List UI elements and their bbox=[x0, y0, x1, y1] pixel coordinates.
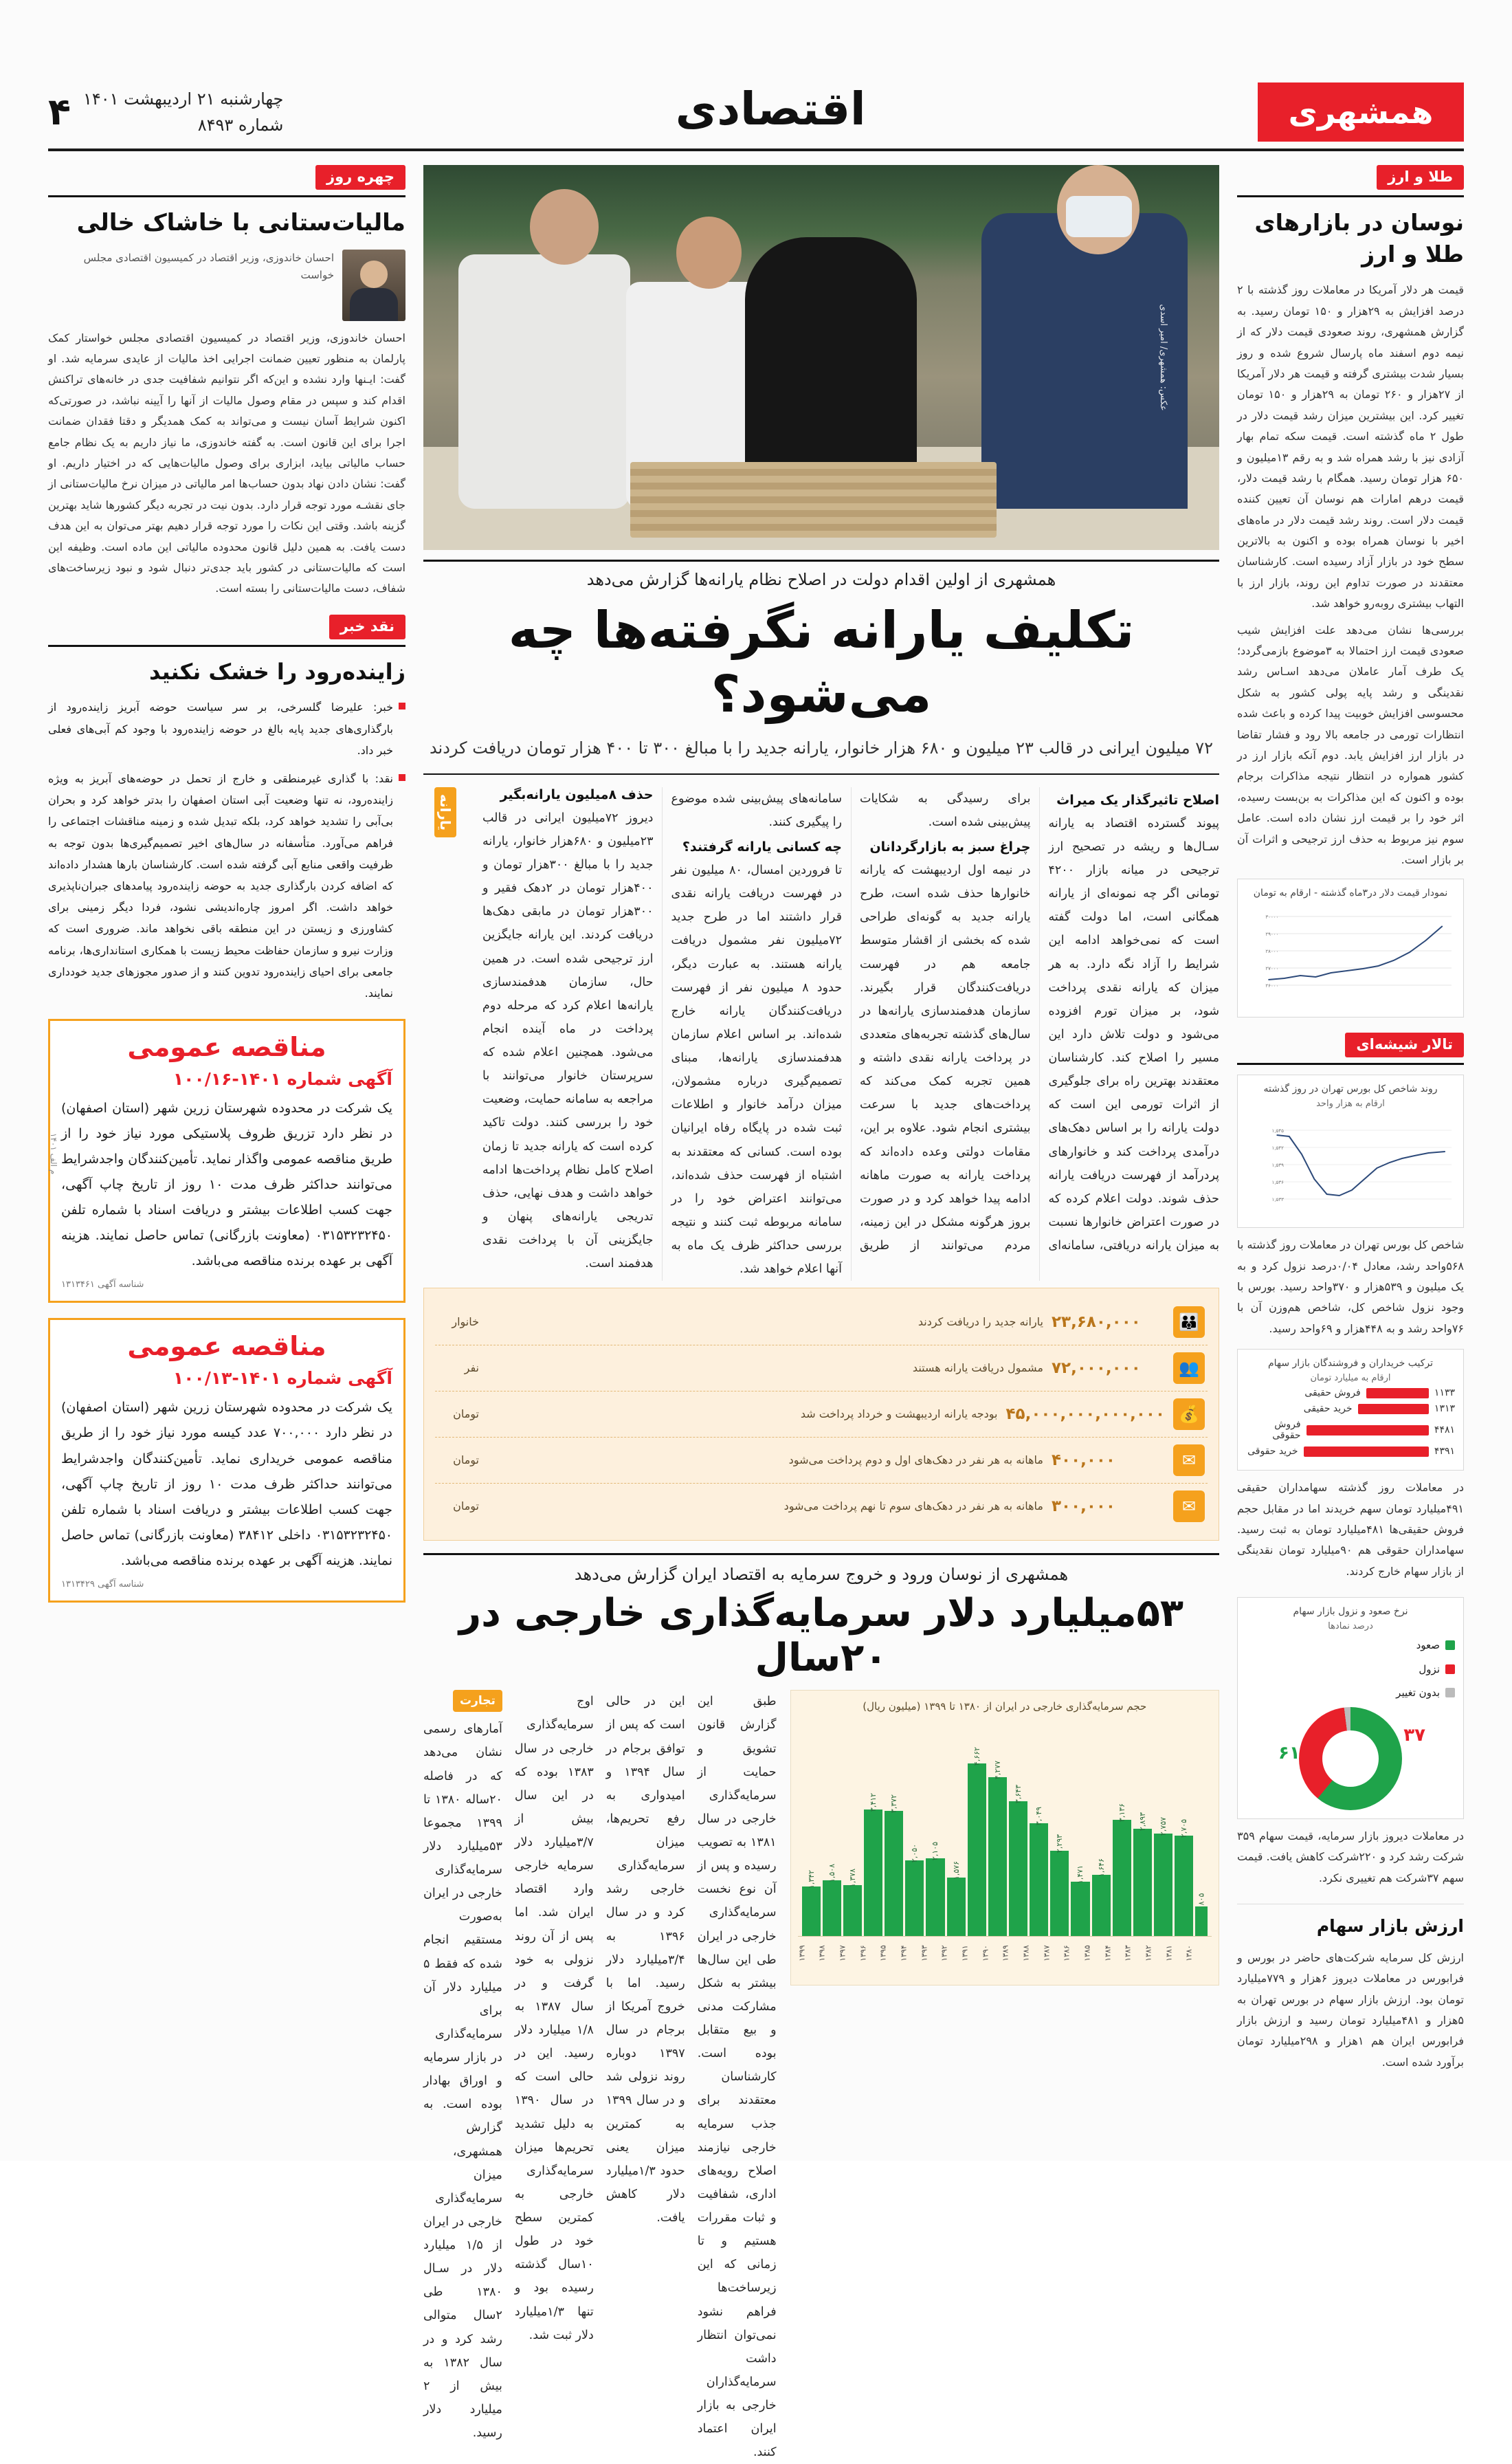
fdi-chart-title: حجم سرمایه‌گذاری خارجی در ایران از ۱۳۸۰ تا ۱۳۹۹ (میلیون ریال) bbox=[863, 1700, 1147, 1713]
fdi-bar-value: ۱,۴۷۱ bbox=[1076, 1864, 1085, 1884]
fdi-x-label: ۱۳۹۷ bbox=[838, 1945, 847, 1962]
bourse-chart-caption: روند شاخص کل بورس تهران در روز گذشته bbox=[1263, 1084, 1438, 1095]
second-col-text: اوج سرمایه‌گذاری خارجی در سال ۱۳۸۳ بوده که در این سال بیش از ۳/۷میلیارد دلار سرمایه خارجی وارد اقتصاد ایران شد. اما پس از آن روند نزولی به خود گرفت و در سال ۱۳۸۷ به ۱/۸ میلیارد دلار رسید. این در حالی است که در سال ۱۳۹۰ به دلیل تشدید تحریم‌ها میزان سرمایه‌گذاری خارجی به کمترین سطح خود در طول ۱۰سال گذشته رسیده بود و تنها ۱/۳میلیارد دلار ثبت شد. bbox=[514, 1695, 594, 2342]
fdi-x-label: ۱۳۹۲ bbox=[940, 1945, 949, 1962]
article-side-kicker-wrap bbox=[423, 787, 467, 840]
tender-ref: شناسه آگهی ۱۳۱۳۴۲۹ bbox=[61, 1578, 144, 1590]
donut-up-value: ۶۱ bbox=[1278, 1742, 1300, 1763]
market-value-text: ارزش کل سرمایه شرکت‌های حاضر در بورس و فرابورس در معاملات دیروز ۶هزار و ۷۷۹میلیارد تومان بود. ارزش بازار سهام در بورس تهران به ۵هزار و ۴۸۱میلیارد تومان رسید و ارزش بازار فرابورس ایران هم ۱هزار و ۲۹۸میلیارد تومان برآورد شده است. bbox=[1237, 1950, 1465, 2069]
fdi-bar-value: ۲,۲۹۳ bbox=[1055, 1834, 1065, 1854]
fdi-bar-value: ۳,۴۱۲ bbox=[869, 1792, 878, 1812]
svg-text:۲۹۰۰۰: ۲۹۰۰۰ bbox=[1265, 931, 1279, 938]
kicker-news-critique: نقد خبر bbox=[329, 615, 405, 639]
bourse-summary: شاخص کل بورس تهران در معاملات روز گذشته با ۵۶۸واحد رشد، معادل ۰/۰۴درصد نزول کرد و به یک میلیون و ۵۳۹هزار و ۳۷۰واحد رسید. بورس با وجود نزول شاخص کل، شاخص هم‌وزن آن با ۷۶واحد رشد و به ۴۴۸هزار و ۶۹واحد رسید. bbox=[1237, 1238, 1465, 1335]
fdi-bar-value: ۲,۷۵۷ bbox=[1159, 1817, 1168, 1836]
page-number: ۴ bbox=[48, 89, 71, 133]
fdi-bar-chart bbox=[790, 1690, 1219, 1986]
svg-text:۲۷۰۰۰: ۲۷۰۰۰ bbox=[1265, 965, 1279, 972]
second-col-text: این در حالی است که پس از توافق برجام در سال ۱۳۹۴ و امیدواری به رفع تحریم‌ها، میزان سرمایه‌گذاری خارجی رشد کرد و در سال ۱۳۹۶ به ۳/۴میلیارد دلار رسید. اما با خروج آمریکا از برجام در سال ۱۳۹۷ دوباره روند نزولی شد و در سال ۱۳۹۹ به کمترین میزان یعنی حدود ۱/۳میلیارد دلار کاهش یافت. bbox=[605, 1695, 685, 2225]
mix-bar-value: ۴۴۸۱ bbox=[1434, 1424, 1455, 1436]
donut-down-value: ۳۷ bbox=[1403, 1724, 1425, 1746]
fdi-bar bbox=[1071, 1717, 1089, 1936]
mix-bar-row bbox=[1246, 1387, 1455, 1398]
fdi-bar-value: ۱,۵۰۸ bbox=[827, 1863, 836, 1882]
news-critique-items bbox=[48, 696, 405, 1004]
updown-legend bbox=[1246, 1636, 1455, 1703]
market-mix-chart bbox=[1237, 1349, 1464, 1471]
fdi-bar bbox=[885, 1717, 903, 1936]
second-article-overline: همشهری از نوسان ورود و خروج سرمایه به اقتصاد ایران گزارش می‌دهد bbox=[574, 1565, 1069, 1585]
market-mix-text: در معاملات روز گذشته سهامداران حقیقی ۴۹۱میلیارد تومان سهم خریدند اما در مقابل حجم فروش حقیقی‌ها ۴۸۱میلیارد تومان به ثبت رسید. سهامداران حقوقی هم ۹۰میلیارد تومان نقدینگی از بازار سهام خارج کردند. bbox=[1237, 1481, 1465, 1578]
svg-text:۲۶۰۰۰: ۲۶۰۰۰ bbox=[1265, 982, 1279, 989]
stat-unit: نفر bbox=[464, 1361, 479, 1375]
bourse-chart-subcaption: ارقام به هزار واحد bbox=[1316, 1099, 1385, 1110]
fdi-bar-value: ۳,۳۷۲ bbox=[889, 1794, 899, 1814]
fdi-x-label: ۱۳۸۶ bbox=[1062, 1945, 1071, 1962]
fdi-bar bbox=[926, 1717, 944, 1936]
newspaper-logo: همشهری bbox=[1258, 82, 1464, 142]
fdi-bar bbox=[988, 1717, 1007, 1936]
fdi-x-label: ۱۳۹۸ bbox=[817, 1945, 827, 1962]
widget-gold-body: قیمت هر دلار آمریکا در معاملات روز گذشته با ۲ درصد افزایش به ۲۹هزار و ۱۵۰ تومان رسید. به گزارش همشهری، روند صعودی قیمت دلار که از نیمه دوم اسفند ماه پارسال شروع شده و روز بسیار شدت بیشتری گرفته و قیمت هر دلار آمریکا از ۲۷هزار و ۲۶۰ تومان به ۲۹هزار و ۱۵۰ تومان تغییر کرد. این بیشترین میزان رشد قیمت دلار در طول ۲ ماه گذشته است. قیمت سکه تمام بهار آزادی نیز با رشد همراه شد و به رقم ۱۳میلیون و ۶۵۰ هزار تومان رسید. همگام با رشد قیمت دلار، قیمت درهم امارات هم نوسان آن تعیین کننده قیمت دلار است. روند رشد قیمت دلار در ماه‌های اخیر با نوسان همراه بوده و اکنون به بالاترین سطح خود در بازار آزاد رسیده است. کارشناسان معتقدند در صورت تداوم این روند، بازار ارز با التهاب بیشتری روبه‌رو خواهد شد. bbox=[1237, 283, 1465, 610]
author-name: احسان خاندوزی، وزیر اقتصاد در کمیسیون اقتصادی مجلس خواست bbox=[83, 251, 334, 282]
second-article bbox=[423, 1553, 1219, 2464]
fdi-x-label: ۱۳۸۷ bbox=[1041, 1945, 1051, 1962]
article-body-wrap bbox=[423, 787, 1219, 1282]
fdi-x-label: ۱۳۸۱ bbox=[1164, 1945, 1173, 1962]
article-col-heading: اصلاح تاثیرگذار یک میراث bbox=[1056, 792, 1219, 808]
fdi-bar bbox=[1030, 1717, 1048, 1936]
svg-text:۱,۵۴۵: ۱,۵۴۵ bbox=[1271, 1128, 1284, 1134]
tender-title: مناقصه عمومی bbox=[127, 1032, 326, 1063]
fdi-bar bbox=[864, 1717, 882, 1936]
avatar bbox=[342, 250, 405, 321]
legend-label: بدون تغییر bbox=[1396, 1686, 1440, 1700]
svg-text:۲۸۰۰۰: ۲۸۰۰۰ bbox=[1265, 948, 1279, 955]
fdi-bar-value: ۴,۲۷۷ bbox=[992, 1761, 1002, 1780]
fdi-x-label: ۱۳۹۹ bbox=[797, 1945, 806, 1962]
person-of-day-title: مالیات‌ستانی با خاشاک خالی bbox=[76, 209, 405, 236]
widget-updown bbox=[1237, 1597, 1464, 1889]
dateline bbox=[48, 82, 283, 142]
mix-bar-row bbox=[1246, 1403, 1455, 1414]
widget-bourse bbox=[1237, 1033, 1464, 1582]
mix-bar-row bbox=[1246, 1446, 1455, 1457]
fdi-bar bbox=[802, 1717, 821, 1936]
main-content bbox=[423, 165, 1219, 2460]
photo-credit: عکس: همشهری/ امیر اسدی bbox=[1157, 304, 1168, 411]
critique-item: خبر: علیرضا گلسرخی، بر سر سیاست حوضه آبریز زاینده‌رود از بارگذاری‌های جدید پایه بالغ در حوضه زاینده‌رود با وجود کم آبی‌های فعلی خبر داد. bbox=[48, 701, 393, 757]
stat-label: یارانه جدید را دریافت کردند bbox=[918, 1315, 1043, 1329]
wallet-icon: ✉ bbox=[1173, 1490, 1205, 1522]
fdi-x-label: ۱۳۸۸ bbox=[1021, 1945, 1031, 1962]
family-icon: 👪 bbox=[1173, 1306, 1205, 1338]
critique-item: نقد: با گذاری غیرمنطقی و خارج از تحمل در حوضه‌های آبریز به ویژه زاینده‌رود، نه تنها وضعیت آبی استان اصفهان را بدتر خواهد کرد و بحران بی‌آبی را تشدید خواهد کرد، بلکه تبدیل شده و زمینه مناقشات اجتماعی را فراهم می‌آورد. متأسفانه در سال‌های اخیر تصمیم‌گیری‌ها بدون توجه به ظرفیت واقعی منابع آبی گرفته شده است. کارشناسان بارها هشدار داده‌اند که اضافه کردن بارگذاری جدید به حوضه زاینده‌رود پیامدهای جبران‌ناپذیری خواهد داشت. اگر امروز چاره‌اندیشی نشود، فردا دیگر زمینی برای کشاورزی و زیستن در این منطقه باقی نخواهد ماند. ضروری است که وزارت نیرو و سازمان حفاظت محیط زیست با همکاری استانداری‌ها، برنامه جامعی برای احیای زاینده‌رود تدوین کنند و از صدور مجوزهای جدید خودداری نمایند. bbox=[48, 772, 393, 1000]
kicker-bourse: تالار شیشه‌ای bbox=[1345, 1033, 1464, 1057]
second-col-with-kicker bbox=[423, 1690, 502, 2464]
stat-row bbox=[435, 1484, 1208, 1529]
second-article-columns bbox=[423, 1690, 777, 2464]
stats-infobox bbox=[423, 1288, 1219, 1541]
article-col-text: تا فروردین امسال، ۸۰ میلیون نفر در فهرست دریافت یارانه نقدی قرار داشتند اما در طرح جدید ۷۲میلیون نفر مشمول دریافت یارانه هستند. به عبارت دیگر، حدود ۸ میلیون نفر از فهرست دریافت‌کنندگان یارانه خارج شده‌اند. بر اساس اعلام سازمان هدفمندسازی یارانه‌ها، مبنای تصمیم‌گیری درباره مشمولان، میزان درآمد خانوار و اطلاعات ثبت شده در پایگاه رفاه ایرانیان بوده است. کسانی که معتقدند به اشتباه از فهرست حذف شده‌اند، می‌توانند اعتراض خود را در سامانه مربوطه ثبت کنند و نتیجه بررسی حداکثر ظرف یک ماه به آنها اعلام خواهد شد. bbox=[671, 864, 843, 1277]
svg-text:۱,۵۴۲: ۱,۵۴۲ bbox=[1271, 1145, 1284, 1152]
market-mix-title: ترکیب خریداران و فروشندگان بازار سهام bbox=[1267, 1358, 1434, 1370]
fdi-bar bbox=[823, 1717, 841, 1936]
fdi-bar-value: ۲,۷۰۵ bbox=[1179, 1819, 1189, 1838]
stat-label: مشمول دریافت یارانه هستند bbox=[912, 1361, 1043, 1375]
person-of-day bbox=[48, 165, 405, 600]
updown-chart-box bbox=[1237, 1597, 1464, 1819]
fdi-x-label: ۱۳۸۴ bbox=[1102, 1945, 1112, 1962]
stat-unit: تومان bbox=[453, 1453, 479, 1467]
fdi-x-label: ۱۳۹۴ bbox=[899, 1945, 909, 1962]
svg-text:۱,۵۳۹: ۱,۵۳۹ bbox=[1271, 1162, 1284, 1169]
fdi-bar-value: ۸۰۵ bbox=[1197, 1893, 1206, 1906]
fdi-bar-value: ۱,۳۴۲ bbox=[806, 1869, 816, 1889]
fdi-bar bbox=[947, 1717, 966, 1936]
article-col-heading: چه کسانی یارانه گرفتند؟ bbox=[682, 839, 842, 855]
stat-value: ۳۰۰,۰۰۰ bbox=[1052, 1497, 1115, 1516]
second-article-body bbox=[423, 1690, 1219, 2464]
fdi-bar bbox=[1050, 1717, 1069, 1936]
tender-title: مناقصه عمومی bbox=[127, 1331, 326, 1362]
stat-label: ماهانه به هر نفر در دهک‌های اول و دوم پرداخت می‌شود bbox=[788, 1453, 1043, 1467]
fdi-bar bbox=[1009, 1717, 1027, 1936]
tender-ref: شناسه آگهی ۱۳۱۳۴۶۱ bbox=[61, 1279, 144, 1290]
page-content bbox=[48, 165, 1465, 2460]
tender-ad-1 bbox=[48, 1019, 405, 1303]
tender-number: آگهی شماره ۱۴۰۱-۱۰۰/۱۳ bbox=[173, 1368, 392, 1389]
tender-number: آگهی شماره ۱۴۰۱-۱۰۰/۱۶ bbox=[173, 1069, 392, 1090]
stat-value: ۴۰۰,۰۰۰ bbox=[1052, 1451, 1115, 1470]
fdi-chart-wrap bbox=[790, 1690, 1219, 1986]
issue-number: شماره ۸۴۹۳ bbox=[197, 115, 284, 135]
mix-bar-value: ۴۳۹۱ bbox=[1434, 1446, 1455, 1458]
stat-value: ۲۳,۶۸۰,۰۰۰ bbox=[1052, 1313, 1141, 1332]
fdi-xlabels bbox=[798, 1937, 1212, 1967]
fdi-x-label: ۱۳۸۰ bbox=[1184, 1945, 1194, 1962]
mix-bar-value: ۱۱۳۳ bbox=[1434, 1387, 1455, 1399]
updown-title: نرخ صعود و نزول بازار سهام bbox=[1293, 1606, 1408, 1618]
bourse-index-chart bbox=[1237, 1075, 1464, 1228]
left-sidebar bbox=[48, 165, 405, 2133]
market-value-title: ارزش بازار سهام bbox=[1316, 1915, 1464, 1936]
fdi-bar bbox=[968, 1717, 986, 1936]
updown-sub: درصد نمادها bbox=[1328, 1621, 1373, 1632]
tender-side-tag: م الف ۱۴۰۱ bbox=[49, 1133, 58, 1175]
stat-value: ۴۵,۰۰۰,۰۰۰,۰۰۰,۰۰۰ bbox=[1005, 1405, 1165, 1424]
fdi-bar-value: ۱,۶۴۶ bbox=[1096, 1858, 1106, 1878]
stat-row bbox=[435, 1299, 1208, 1345]
right-sidebar bbox=[1237, 165, 1464, 2133]
fdi-bar-value: ۲,۱۰۵ bbox=[931, 1841, 940, 1860]
masthead bbox=[48, 76, 1464, 151]
fdi-x-label: ۱۳۹۶ bbox=[858, 1945, 867, 1962]
article-columns bbox=[482, 787, 1219, 1282]
issue-date: چهارشنبه ۲۱ اردیبهشت ۱۴۰۱ bbox=[82, 89, 284, 109]
fdi-x-label: ۱۳۹۱ bbox=[960, 1945, 970, 1962]
fdi-x-label: ۱۳۹۳ bbox=[919, 1945, 929, 1962]
fdi-bar-value: ۲,۸۹۳ bbox=[1137, 1812, 1147, 1832]
fdi-bar-value: ۳,۶۴۳ bbox=[1014, 1784, 1023, 1803]
article-subhead: ۷۲ میلیون ایرانی در قالب ۲۳ میلیون و ۶۸۰ هزار خانوار، یارانه جدید را با مبالغ ۳۰۰ تا ۴۰۰ هزار تومان دریافت کردند bbox=[423, 734, 1219, 775]
article-col bbox=[671, 839, 843, 1281]
second-col-text: طبق این گزارش قانون تشویق و حمایت از سرمایه‌گذاری خارجی در سال ۱۳۸۱ به تصویب رسیده و پس از آن نوع نخست سرمایه‌گذاری خارجی در ایران طی این سال‌ها بیشتر به شکل مشارکت مدنی و بیع متقابل بوده است. کارشناسان معتقدند برای جذب سرمایه خارجی نیازمند اصلاح رویه‌های اداری، شفافیت و ثبات مقررات هستیم و تا زمانی که این زیرساخت‌ها فراهم نشود نمی‌توان انتظار داشت سرمایه‌گذاران خارجی به بازار ایران اعتماد کنند. bbox=[697, 1695, 777, 2460]
second-article-headline: ۵۳میلیارد دلار سرمایه‌گذاری خارجی در ۲۰سال bbox=[458, 1591, 1184, 1681]
kicker-person-of-day: چهره روز bbox=[315, 165, 405, 190]
lead-photo bbox=[423, 165, 1219, 550]
stat-unit: خانوار bbox=[452, 1315, 479, 1329]
fdi-bars bbox=[798, 1717, 1212, 1937]
stat-row bbox=[435, 1438, 1208, 1484]
stat-unit: تومان bbox=[453, 1499, 479, 1513]
second-article-side-kicker: تجارت bbox=[453, 1690, 502, 1712]
people-icon: 👥 bbox=[1173, 1352, 1205, 1384]
dollar-chart-caption: نمودار قیمت دلار در۳ماه گذشته - ارقام به تومان bbox=[1253, 888, 1448, 899]
article-overline: همشهری از اولین اقدام دولت در اصلاح نظام یارانه‌ها گزارش می‌دهد bbox=[423, 560, 1219, 589]
fdi-bar bbox=[1113, 1717, 1131, 1936]
article-col-text: پیوند گسترده اقتصاد به یارانه سـال‌ها و ریشه در تصحیح ارز ترجیحی در میانه بازار ۴۲۰۰ تومانی اگر چه نمونه‌ای از یارانه همگانی است، اما دولت گفته است که نمی‌خواهد ادامه این شرایط را آزاد نگه دارد. به هر میزان که یارانه نقدی پرداخت شود، بر میزان تورم افزوده می‌شود و دولت تلاش دارد این مسیر را اصلاح کند. کارشناسان معتقدند بهترین راه برای جلوگیری از اثرات تورمی این است که دولت یارانه را بر اساس دهک‌های درآمدی پرداخت کند و خانوارهای پردرآمد از فهرست دریافت یارانه حذف شوند. دولت اعلام کرده که در صورت اعتراض خانوارها نسبت به میزان یارانه دریافتی، سامانه‌ای برای رسیدگی به شکایات پیش‌بینی شده است. bbox=[860, 791, 1219, 1253]
fdi-bar bbox=[905, 1717, 924, 1936]
second-col-text: آمارهای رسمی نشان می‌دهد که در فاصله ۲۰ساله ۱۳۸۰ تا ۱۳۹۹ مجموعا ۵۳میلیارد دلار سرمایه‌گذاری خارجی در ایران به‌صورت مستقیم انجام شده که فقط ۵ میلیارد دلار آن برای سرمایه‌گذاری در بازار سرمایه و اوراق بهادار بوده است. به گزارش همشهری، میزان سرمایه‌گذاری خارجی در ایران از ۱/۵ میلیارد دلار در سـال ۱۳۸۰ طی ۲سال متوالی رشد کرد و در سال ۱۳۸۲ به بیش از ۲ میلیارد دلار رسید. bbox=[423, 1722, 502, 2441]
fdi-bar-value: ۳,۰۴۹ bbox=[1034, 1806, 1044, 1825]
fdi-bar-value: ۲,۰۵۰ bbox=[910, 1843, 920, 1862]
tender-body: یک شرکت در محدوده شهرستان زرین شهر (استان اصفهان) در نظر دارد ۷۰۰,۰۰۰ عدد کیسه مورد نیاز خود را از طریق مناقصه عمومی خریداری نماید. تأمین‌کنندگان واجدشرایط می‌توانند حداکثر ظرف مدت ۱۰ روز از تاریخ چاپ آگهی، جهت کسب اطلاعات بیشتر و دریافت اسناد با شماره تلفن ۰۳۱۵۳۲۳۲۴۵۰ داخلی ۳۸۴۱۲ (معاونت بازرگانی) تماس حاصل نمایند. هزینه آگهی بر عهده برنده مناقصه می‌باشد. bbox=[61, 1400, 392, 1568]
fdi-x-label: ۱۳۸۵ bbox=[1082, 1945, 1092, 1962]
mix-bar-row bbox=[1246, 1419, 1455, 1441]
mix-bar-value: ۱۳۱۳ bbox=[1434, 1403, 1455, 1415]
legend-label: نزول bbox=[1419, 1662, 1440, 1675]
fdi-bar bbox=[1133, 1717, 1152, 1936]
article-col-text: در نیمه اول اردیبهشت که یارانه خانوارها حذف شده است، طرح یارانه جدید به گونه‌ای طراحی شده که بخشی از اقشار متوسط جامعه هم در فهرست دریافت‌کنندگان قرار بگیرند. سازمان هدفمندسازی یارانه‌ها در سال‌های گذشته تجربه‌های متعددی در پرداخت یارانه نقدی داشته و همین تجربه کمک می‌کند که پرداخت‌های جدید با سرعت بیشتری انجام شود. علاوه بر این، مقامات دولتی وعده داده‌اند که پرداخت یارانه به صورت ماهانه ادامه پیدا خواهد کرد و در صورت بروز هرگونه مشکل در این زمینه، مردم می‌توانند از طریق سامانه‌های پیش‌بینی شده موضوع را پیگیری کنند. bbox=[671, 791, 1031, 1253]
kicker-gold: طلا و ارز bbox=[1377, 165, 1464, 190]
dollar-chart bbox=[1237, 879, 1464, 1018]
fdi-bar bbox=[1092, 1717, 1111, 1936]
svg-text:۳۰۰۰۰: ۳۰۰۰۰ bbox=[1265, 914, 1279, 921]
news-critique bbox=[48, 615, 405, 1004]
section-title: اقتصادی bbox=[675, 82, 866, 135]
fdi-bar-value: ۱,۵۷۶ bbox=[951, 1861, 961, 1880]
article-col-heading: حذف ۸میلیون یارانه‌بگیر bbox=[500, 786, 654, 802]
tender-ad-2 bbox=[48, 1318, 405, 1602]
tender-body: یک شرکت در محدوده شهرستان زرین شهر (استان اصفهان) در نظر دارد تزریق ظروف پلاستیکی مورد نیاز خود را از طریق مناقصه عمومی واگذار نماید. تأمین‌کنندگان واجدشرایط می‌توانند حداکثر ظرف مدت ۱۰ روز از تاریخ چاپ آگهی، جهت کسب اطلاعات بیشتر و دریافت اسناد با شماره تلفن ۰۳۱۵۳۲۳۲۴۵۰ (معاونت بازرگانی) تماس حاصل نمایند. هزینه آگهی بر عهده برنده مناقصه می‌باشد. bbox=[61, 1101, 392, 1269]
dollar-line-chart bbox=[1246, 903, 1455, 1006]
person-of-day-body: احسان خاندوزی، وزیر اقتصاد در کمیسیون اقتصادی مجلس خواستار کمک پارلمان به منظور تعیین ضمانت اجرایی اخذ مالیات از عایدی سرمایه شد. او گفت: ایـنها وارد نشده و این‌که اگر نتوانیم شفافیت جدی در خانه‌های تراکنش اقدام کند و سپس در مقام وصول مالیات از آنها را آیینه نباشد، در صورتی‌که اکنون شرایط آسان نیست و می‌تواند به کمک همدیگر و دقتا فقدان ضمانت اجرا برای این قانون است. به گفته خاندوزی، ما نیاز داریم به یک نظام جامع حساب مالیاتی بیاید، ابزاری برای وصول مالیات‌هایی که در اختیار داریم. او گفت: نشان دادن نهاد بدون حساب‌ها امر مالیاتی در میزان نرخ مالیات‌ستانی از جای نقشـه مورد توجه قرار دارد. بدون نیت در تجربه دیگر کشورها شاید بهترین گزینه باشد. وقتی این نکات را مورد توجه قرار دهیم بهتر می‌توان به این هدف دست یافت. به همین دلیل قانون محدوده مالیاتی این ماده است. وظیفه این است که مالیات‌ستانی در کشور باید جدی‌تر دنبال شود و نبود زیرساخت‌های شفاف، دست مالیات‌ستانی را بسته است. bbox=[48, 331, 405, 595]
article-col-text: دیروز ۷۲میلیون ایرانی در قالب ۲۳میلیون و ۶۸۰هزار خانوار، یارانه جدید را با مبالغ ۳۰۰هزار تومان و ۴۰۰هزار تومان در ۲دهک فقیر و ۳۰۰هزار تومان در مابقی دهک‌ها دریافت کردند. این یارانه جایگزین ارز ترجیحی شده است. در همین حال، سازمان هدفمندسازی یارانه‌ها اعلام کرد که مرحله دوم پرداخت در ماه آینده انجام می‌شود. همچنین اعلام شده که سرپرستان خانوار می‌توانند با مراجعه به سامانه حمایت، وضعیت خود را بررسی کنند. دولت تاکید کرده است که یارانه جدید تا زمان اصلاح کامل نظام پرداخت‌ها ادامه خواهد داشت و هدف نهایی، حذف تدریجی یارانه‌های پنهان و جایگزینی آن با پرداخت نقدی هدفمند است. bbox=[482, 811, 654, 1271]
bourse-line-chart bbox=[1246, 1113, 1455, 1216]
stat-value: ۷۲,۰۰۰,۰۰۰ bbox=[1052, 1359, 1141, 1378]
svg-text:۱,۵۳۶: ۱,۵۳۶ bbox=[1271, 1179, 1284, 1186]
stat-label: بودجه یارانه اردیبهشت و خرداد پرداخت شد bbox=[800, 1407, 998, 1421]
fdi-bar bbox=[1175, 1717, 1193, 1936]
widget-gold-currency bbox=[1237, 165, 1464, 1018]
fdi-bar-value: ۴,۶۶۲ bbox=[972, 1746, 981, 1766]
news-critique-title: زاینده‌رود را خشک نکنید bbox=[148, 658, 405, 685]
stat-label: ماهانه به هر نفر در دهک‌های سوم تا نهم پرداخت می‌شود bbox=[783, 1499, 1043, 1513]
mix-bar-label: خرید حقوقی bbox=[1247, 1446, 1298, 1458]
widget-gold-body2: بررسی‌ها نشان می‌دهد علت افزایش شیب صعودی قیمت ارز احتمالا به ۳موضوع بازمی‌گردد؛ یک طرف آمار عاملان می‌دهد اسـاس رشد نقدینگی و رشد پایه پولی کشور به شکل محسوسی افزایش خوبیت پیدا کرده و باعث شده انتظارات تورمی در جامعه بالا رود و فشار تقاضا در بازار ارز افزایش یابد. دوم آنکه بازار ارز در کشور همواره در انتظار نتیجه مذاکرات برجام بوده و اکنون که این مذاکرات به بن‌بست رسیده، اثر خود را بر قیمت ارز نشان داده است. عامل سوم نیز مربوط به حذف ارز ترجیحی و اثرات آن بر بازار است. bbox=[1237, 623, 1464, 866]
fdi-bar-value: ۱,۳۷۸ bbox=[847, 1868, 857, 1887]
fdi-bar-value: ۳,۱۳۶ bbox=[1117, 1803, 1126, 1823]
fdi-x-label: ۱۳۸۹ bbox=[1001, 1945, 1010, 1962]
article-col bbox=[482, 787, 654, 1276]
fdi-x-label: ۱۳۸۳ bbox=[1123, 1945, 1133, 1962]
legend-label: صعود bbox=[1416, 1639, 1440, 1652]
stat-unit: تومان bbox=[453, 1407, 479, 1421]
article-col-heading: چراغ سبز به بازارگردانان bbox=[869, 839, 1031, 855]
widget-gold-title: نوسان در بازارهای طلا و ارز bbox=[1254, 209, 1464, 268]
wallet-icon: ✉ bbox=[1173, 1444, 1205, 1476]
article-side-kicker: یارانه bbox=[434, 787, 456, 837]
stat-row bbox=[435, 1345, 1208, 1392]
article-headline: تکلیف یارانه نگرفته‌ها چه می‌شود؟ bbox=[508, 601, 1135, 724]
stat-row bbox=[435, 1392, 1208, 1438]
author-block bbox=[48, 250, 405, 321]
mix-bar-label: خرید حقیقی bbox=[1303, 1403, 1353, 1415]
updown-text: در معاملات دیروز بازار سرمایه، قیمت سهام ۳۵۹ شرکت رشد کرد و ۲۲۰شرکت کاهش یافت. قیمت سهم ۳۷شرکت هم تغییری نکرد. bbox=[1237, 1829, 1465, 1884]
svg-text:۱,۵۳۳: ۱,۵۳۳ bbox=[1271, 1196, 1284, 1203]
money-icon: 💰 bbox=[1173, 1398, 1205, 1430]
mix-bar-label: فروش حقوقی bbox=[1272, 1419, 1301, 1442]
market-mix-sub: ارقام به میلیارد تومان bbox=[1310, 1373, 1391, 1384]
fdi-x-label: ۱۳۹۰ bbox=[980, 1945, 990, 1962]
fdi-x-label: ۱۳۸۲ bbox=[1144, 1945, 1153, 1962]
widget-market-value bbox=[1237, 1904, 1464, 2073]
updown-donut bbox=[1246, 1707, 1455, 1810]
fdi-bar bbox=[843, 1717, 862, 1936]
fdi-bar bbox=[1154, 1717, 1172, 1936]
fdi-bar bbox=[1195, 1717, 1208, 1936]
mix-bar-label: فروش حقیقی bbox=[1304, 1387, 1361, 1399]
fdi-x-label: ۱۳۹۵ bbox=[878, 1945, 888, 1962]
